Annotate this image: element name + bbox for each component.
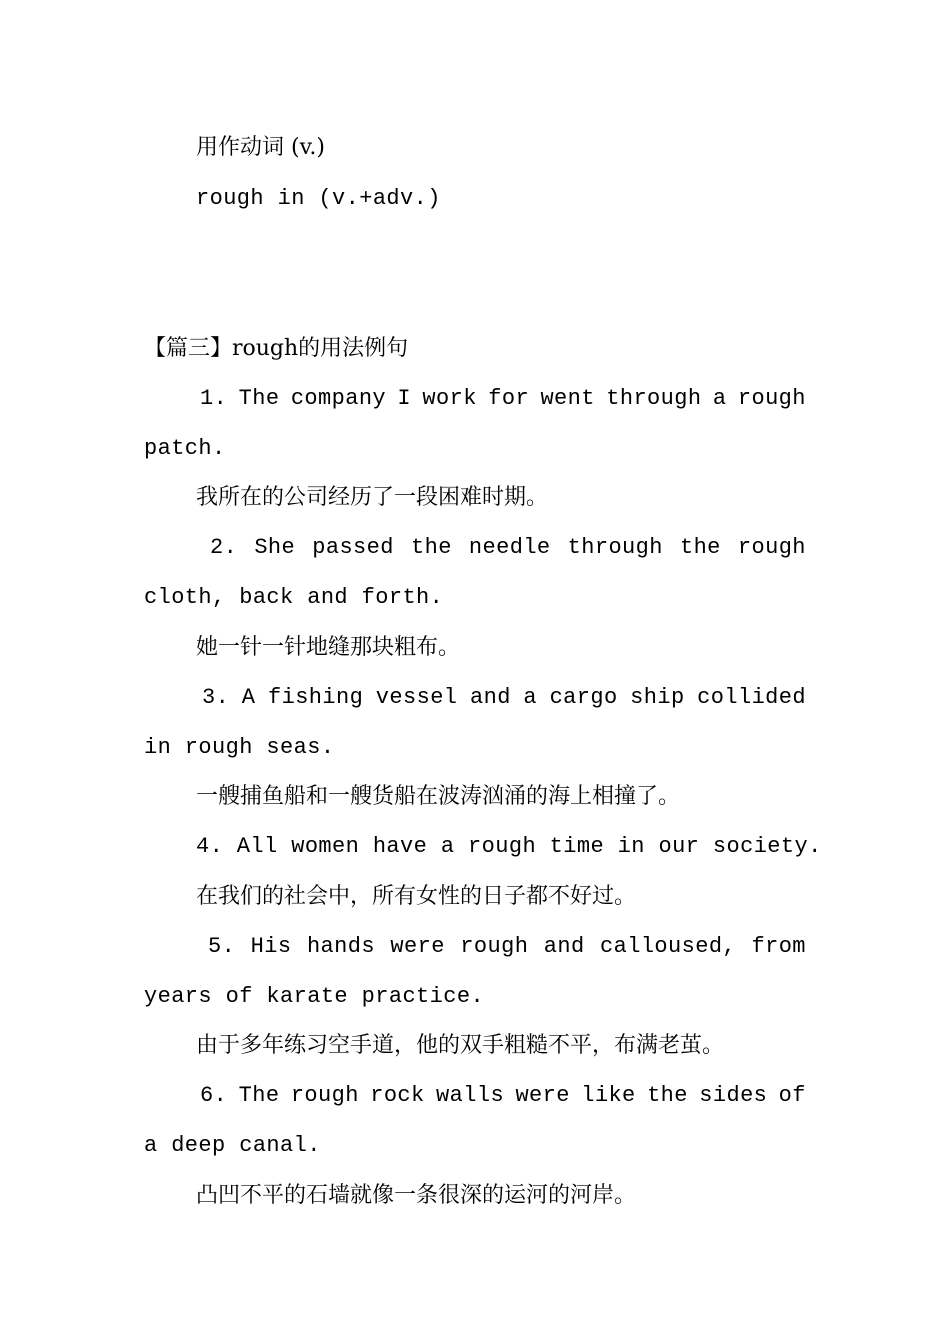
verb-usage-label: 用作动词 (v.) <box>196 135 325 160</box>
word: The <box>238 1083 280 1108</box>
word: work <box>422 386 477 411</box>
word: of <box>778 1083 806 1108</box>
word: 5. <box>208 934 236 959</box>
word: calloused, <box>600 934 737 959</box>
word: and <box>543 934 585 959</box>
example-6-cn: 凸凹不平的石墙就像一条很深的运河的河岸。 <box>196 1183 637 1208</box>
example-5-en-line1 <box>144 932 806 962</box>
word: were <box>515 1083 570 1108</box>
word: for <box>488 386 530 411</box>
word: 6. <box>200 1083 228 1108</box>
word: I <box>397 386 412 411</box>
word: walls <box>436 1083 505 1108</box>
example-1-en-line2: patch. <box>144 436 226 461</box>
word: collided <box>697 685 806 710</box>
example-1-en-line1 <box>144 384 806 414</box>
word: and <box>469 685 511 710</box>
example-2-en-line1 <box>144 533 806 563</box>
example-1-cn: 我所在的公司经历了一段困难时期。 <box>196 485 549 510</box>
example-3-cn: 一艘捕鱼船和一艘货船在波涛汹涌的海上相撞了。 <box>196 784 681 809</box>
word: rough <box>737 386 806 411</box>
word: She <box>254 535 296 560</box>
example-6-en-line2: a deep canal. <box>144 1133 321 1158</box>
word: were <box>390 934 445 959</box>
word: hands <box>306 934 375 959</box>
word: a <box>712 386 727 411</box>
word: the <box>410 535 452 560</box>
word: rough <box>460 934 529 959</box>
word: the <box>647 1083 688 1108</box>
word: sides <box>699 1083 768 1108</box>
word: 2. <box>210 535 238 560</box>
example-5-en-line2: years of karate practice. <box>144 984 485 1009</box>
word: A <box>241 685 256 710</box>
section-heading: 【篇三】rough的用法例句 <box>144 336 409 361</box>
example-3-en-line2: in rough seas. <box>144 735 335 760</box>
word: His <box>250 934 292 959</box>
example-6-en-line1 <box>144 1081 806 1111</box>
word: needle <box>468 535 551 560</box>
word: 1. <box>200 386 228 411</box>
word: a <box>523 685 537 710</box>
example-2-en-line2: cloth, back and forth. <box>144 585 444 610</box>
word: through <box>567 535 663 560</box>
phrase-rough-in: rough in (v.+adv.) <box>196 186 441 211</box>
example-4-cn: 在我们的社会中，所有女性的日子都不好过。 <box>196 884 637 909</box>
word: 3. <box>202 685 230 710</box>
word: rock <box>370 1083 425 1108</box>
example-4-en: 4. All women have a rough time in our society. <box>196 834 822 859</box>
word: vessel <box>375 685 458 710</box>
word: The <box>238 386 280 411</box>
example-5-cn: 由于多年练习空手道，他的双手粗糙不平，布满老茧。 <box>196 1033 725 1058</box>
word: through <box>606 386 702 411</box>
example-3-en-line1 <box>144 683 806 713</box>
word: the <box>679 535 721 560</box>
word: company <box>290 386 387 411</box>
word: rough <box>737 535 806 560</box>
word: passed <box>312 535 394 560</box>
word: like <box>581 1083 636 1108</box>
word: ship <box>630 685 685 710</box>
word: rough <box>290 1083 359 1108</box>
word: went <box>540 386 595 411</box>
word: cargo <box>549 685 618 710</box>
example-2-cn: 她一针一针地缝那块粗布。 <box>196 635 461 660</box>
word: from <box>751 934 806 959</box>
word: fishing <box>267 685 364 710</box>
